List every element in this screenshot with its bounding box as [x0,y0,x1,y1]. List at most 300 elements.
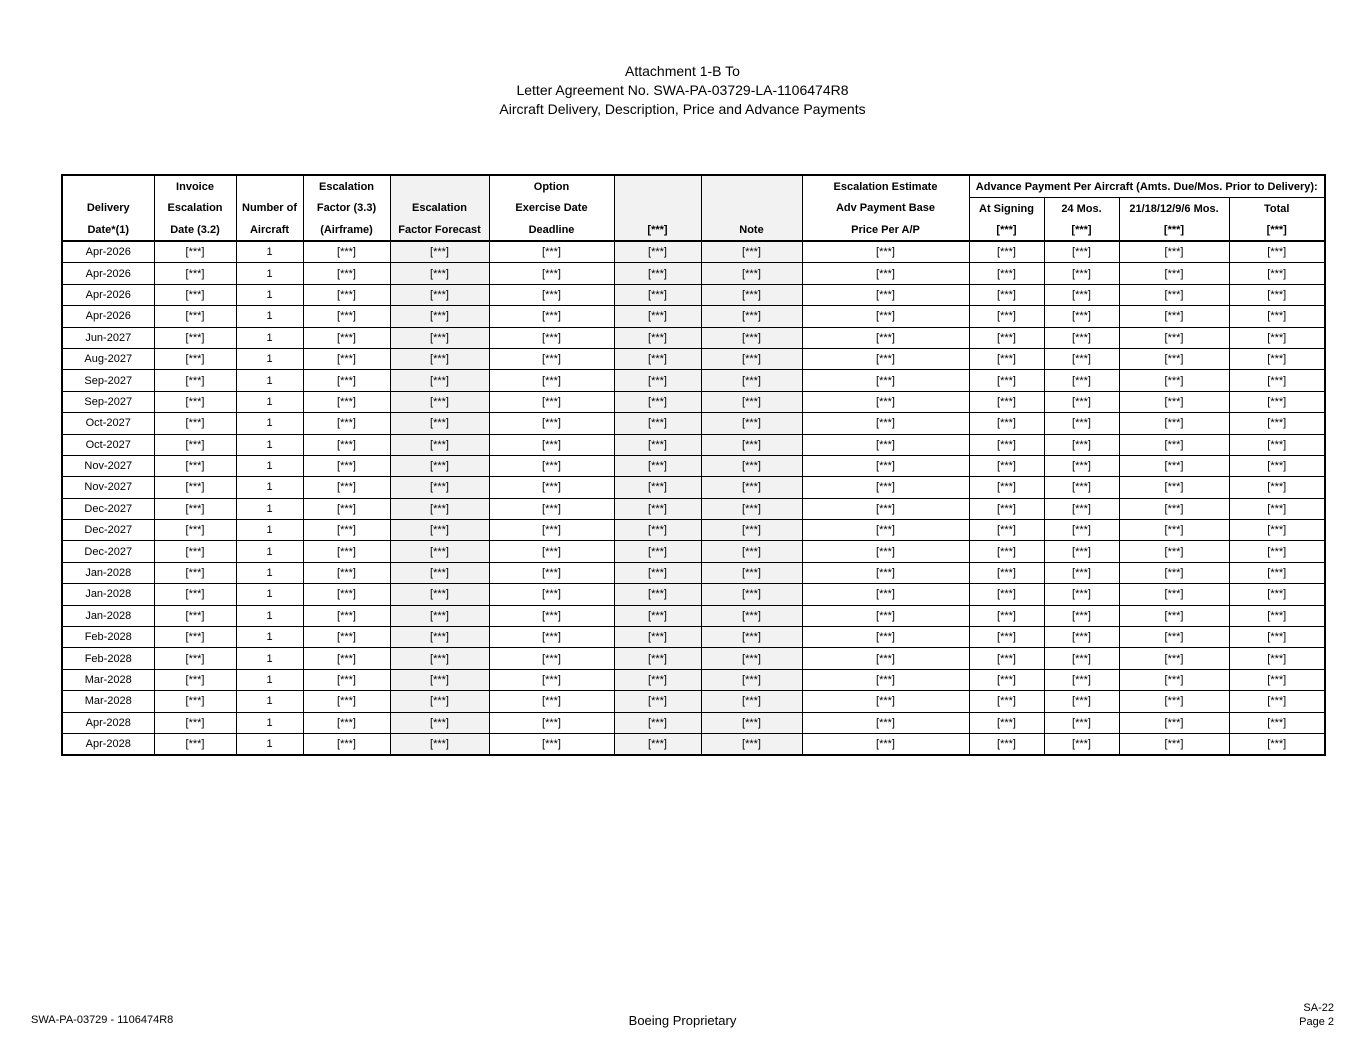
header-21-18-12-9-6-mos-sub: [***] [1119,219,1229,241]
cell-total: [***] [1229,348,1325,369]
cell-delivery-date: Sep-2027 [62,391,154,412]
cell-escalation-factor: [***] [303,241,390,263]
cell-at-signing: [***] [969,455,1044,476]
cell-note: [***] [701,391,802,412]
cell-adv-payment-base-price: [***] [802,712,969,733]
cell-adv-payment-base-price: [***] [802,434,969,455]
cell-escalation-forecast: [***] [390,541,489,562]
cell-invoice-escalation-date: [***] [154,627,236,648]
header-invoice-2: Escalation [154,198,236,220]
cell-escalation-factor: [***] [303,691,390,712]
cell-invoice-escalation-date: [***] [154,455,236,476]
cell-total: [***] [1229,434,1325,455]
cell-at-signing: [***] [969,520,1044,541]
cell-delivery-date: Mar-2028 [62,691,154,712]
cell-number-of-aircraft: 1 [236,284,303,305]
cell-option-deadline: [***] [489,605,614,626]
cell-invoice-escalation-date: [***] [154,498,236,519]
cell-at-signing: [***] [969,434,1044,455]
cell-21-18-12-9-6-mos: [***] [1119,669,1229,690]
cell-total: [***] [1229,327,1325,348]
footer-page-number: Page 2 [1299,1016,1334,1028]
cell-escalation-factor: [***] [303,263,390,284]
cell-24-mos: [***] [1044,605,1119,626]
cell-21-18-12-9-6-mos: [***] [1119,391,1229,412]
cell-delivery-date: Jan-2028 [62,584,154,605]
cell-adv-payment-base-price: [***] [802,627,969,648]
header-total: Total [1229,198,1325,220]
cell-delivery-date: Jan-2028 [62,562,154,583]
cell-escalation-forecast: [***] [390,348,489,369]
table-row [62,584,1325,605]
header-delivery-2: Delivery [86,202,130,215]
cell-escalation-forecast: [***] [390,263,489,284]
cell-at-signing: [***] [969,605,1044,626]
cell-delivery-date: Sep-2027 [62,370,154,391]
header-estimate-3: Price Per A/P [802,219,969,241]
header-delivery-1 [62,175,154,198]
cell-total: [***] [1229,627,1325,648]
cell-adv-payment-base-price: [***] [802,306,969,327]
cell-delivery-date: Feb-2028 [62,648,154,669]
header-total-sub: [***] [1229,219,1325,241]
cell-number-of-aircraft: 1 [236,648,303,669]
cell-delivery-date: Jun-2027 [62,327,154,348]
cell-at-signing: [***] [969,541,1044,562]
cell-redacted: [***] [614,520,701,541]
cell-escalation-forecast: [***] [390,413,489,434]
cell-adv-payment-base-price: [***] [802,455,969,476]
cell-escalation-factor: [***] [303,520,390,541]
cell-total: [***] [1229,691,1325,712]
table-row [62,691,1325,712]
cell-escalation-factor: [***] [303,306,390,327]
cell-21-18-12-9-6-mos: [***] [1119,498,1229,519]
cell-redacted: [***] [614,605,701,626]
cell-delivery-date: Apr-2028 [62,733,154,755]
cell-redacted: [***] [614,434,701,455]
cell-note: [***] [701,370,802,391]
cell-redacted: [***] [614,733,701,755]
cell-option-deadline: [***] [489,370,614,391]
cell-escalation-forecast: [***] [390,627,489,648]
cell-at-signing: [***] [969,284,1044,305]
table-row [62,391,1325,412]
cell-21-18-12-9-6-mos: [***] [1119,562,1229,583]
cell-24-mos: [***] [1044,712,1119,733]
cell-adv-payment-base-price: [***] [802,241,969,263]
table-row [62,733,1325,755]
cell-24-mos: [***] [1044,520,1119,541]
cell-total: [***] [1229,733,1325,755]
cell-escalation-forecast: [***] [390,733,489,755]
letter-agreement-number: Letter Agreement No. SWA-PA-03729-LA-1106474R8 [516,82,849,98]
cell-total: [***] [1229,477,1325,498]
table-row [62,455,1325,476]
table-row [62,605,1325,626]
cell-option-deadline: [***] [489,712,614,733]
cell-total: [***] [1229,391,1325,412]
cell-number-of-aircraft: 1 [236,691,303,712]
cell-24-mos: [***] [1044,627,1119,648]
cell-delivery-date: Oct-2027 [62,413,154,434]
cell-redacted: [***] [614,477,701,498]
cell-escalation-forecast: [***] [390,391,489,412]
cell-delivery-date: Mar-2028 [62,669,154,690]
cell-invoice-escalation-date: [***] [154,263,236,284]
cell-note: [***] [701,498,802,519]
cell-invoice-escalation-date: [***] [154,241,236,263]
cell-escalation-forecast: [***] [390,284,489,305]
cell-at-signing: [***] [969,241,1044,263]
cell-adv-payment-base-price: [***] [802,498,969,519]
cell-adv-payment-base-price: [***] [802,370,969,391]
cell-option-deadline: [***] [489,733,614,755]
cell-option-deadline: [***] [489,348,614,369]
cell-delivery-date: Apr-2028 [62,712,154,733]
cell-escalation-forecast: [***] [390,691,489,712]
cell-option-deadline: [***] [489,691,614,712]
cell-24-mos: [***] [1044,434,1119,455]
table-header [62,175,1325,241]
cell-note: [***] [701,413,802,434]
cell-escalation-forecast: [***] [390,455,489,476]
cell-invoice-escalation-date: [***] [154,327,236,348]
cell-redacted: [***] [614,648,701,669]
table-row [62,370,1325,391]
footer-document-id: SWA-PA-03729 - 1106474R8 [31,1014,174,1026]
header-option-3: Deadline [489,219,614,241]
cell-24-mos: [***] [1044,413,1119,434]
cell-number-of-aircraft: 1 [236,605,303,626]
table-row [62,241,1325,263]
cell-option-deadline: [***] [489,541,614,562]
table-row [62,648,1325,669]
cell-21-18-12-9-6-mos: [***] [1119,306,1229,327]
header-estimate-2: Adv Payment Base [802,198,969,220]
cell-delivery-date: Jan-2028 [62,605,154,626]
cell-redacted: [***] [614,306,701,327]
cell-adv-payment-base-price: [***] [802,477,969,498]
table-row [62,477,1325,498]
table-row [62,348,1325,369]
cell-delivery-date: Nov-2027 [62,477,154,498]
header-estimate-1: Escalation Estimate [802,175,969,198]
cell-escalation-factor: [***] [303,584,390,605]
cell-24-mos: [***] [1044,669,1119,690]
cell-at-signing: [***] [969,477,1044,498]
cell-escalation-factor: [***] [303,413,390,434]
cell-total: [***] [1229,584,1325,605]
cell-number-of-aircraft: 1 [236,627,303,648]
cell-escalation-factor: [***] [303,455,390,476]
cell-number-of-aircraft: 1 [236,241,303,263]
cell-at-signing: [***] [969,413,1044,434]
cell-adv-payment-base-price: [***] [802,391,969,412]
cell-option-deadline: [***] [489,498,614,519]
cell-redacted: [***] [614,584,701,605]
footer-sa-number: SA-22 [1303,1002,1334,1014]
cell-adv-payment-base-price: [***] [802,669,969,690]
cell-24-mos: [***] [1044,562,1119,583]
cell-invoice-escalation-date: [***] [154,669,236,690]
cell-note: [***] [701,605,802,626]
cell-invoice-escalation-date: [***] [154,306,236,327]
cell-redacted: [***] [614,263,701,284]
cell-at-signing: [***] [969,627,1044,648]
cell-24-mos: [***] [1044,477,1119,498]
cell-24-mos: [***] [1044,306,1119,327]
table-row [62,627,1325,648]
cell-at-signing: [***] [969,691,1044,712]
cell-escalation-forecast: [***] [390,327,489,348]
header-delivery-3: Date*(1) [62,219,154,241]
cell-number-of-aircraft: 1 [236,498,303,519]
cell-24-mos: [***] [1044,733,1119,755]
cell-escalation-forecast: [***] [390,520,489,541]
cell-total: [***] [1229,562,1325,583]
cell-escalation-forecast: [***] [390,477,489,498]
cell-21-18-12-9-6-mos: [***] [1119,712,1229,733]
cell-at-signing: [***] [969,648,1044,669]
cell-redacted: [***] [614,284,701,305]
header-escfactor-1: Escalation [303,175,390,198]
footer-proprietary: Boeing Proprietary [628,1013,737,1028]
cell-escalation-factor: [***] [303,498,390,519]
cell-24-mos: [***] [1044,391,1119,412]
cell-adv-payment-base-price: [***] [802,327,969,348]
cell-total: [***] [1229,370,1325,391]
cell-redacted: [***] [614,413,701,434]
cell-option-deadline: [***] [489,455,614,476]
cell-delivery-date: Dec-2027 [62,498,154,519]
cell-note: [***] [701,263,802,284]
cell-escalation-factor: [***] [303,370,390,391]
cell-21-18-12-9-6-mos: [***] [1119,520,1229,541]
cell-option-deadline: [***] [489,520,614,541]
cell-invoice-escalation-date: [***] [154,605,236,626]
cell-delivery-date: Oct-2027 [62,434,154,455]
cell-note: [***] [701,241,802,263]
cell-escalation-forecast: [***] [390,434,489,455]
cell-option-deadline: [***] [489,306,614,327]
cell-option-deadline: [***] [489,627,614,648]
table-row [62,712,1325,733]
table-row [62,263,1325,284]
cell-invoice-escalation-date: [***] [154,712,236,733]
header-note-3: Note [701,219,802,241]
cell-at-signing: [***] [969,263,1044,284]
cell-option-deadline: [***] [489,391,614,412]
cell-redacted: [***] [614,370,701,391]
table-row [62,562,1325,583]
cell-delivery-date: Apr-2026 [62,284,154,305]
cell-escalation-factor: [***] [303,562,390,583]
cell-invoice-escalation-date: [***] [154,391,236,412]
cell-at-signing: [***] [969,348,1044,369]
cell-invoice-escalation-date: [***] [154,562,236,583]
header-24-mos-sub: [***] [1044,219,1119,241]
cell-invoice-escalation-date: [***] [154,520,236,541]
cell-redacted: [***] [614,562,701,583]
cell-option-deadline: [***] [489,413,614,434]
cell-escalation-factor: [***] [303,669,390,690]
cell-option-deadline: [***] [489,241,614,263]
cell-redacted: [***] [614,669,701,690]
cell-escalation-forecast: [***] [390,669,489,690]
cell-total: [***] [1229,541,1325,562]
cell-24-mos: [***] [1044,584,1119,605]
attachment-title: Attachment 1-B To [625,63,740,79]
cell-at-signing: [***] [969,391,1044,412]
cell-21-18-12-9-6-mos: [***] [1119,413,1229,434]
header-note-1 [701,175,802,198]
cell-number-of-aircraft: 1 [236,669,303,690]
cell-at-signing: [***] [969,327,1044,348]
cell-number-of-aircraft: 1 [236,348,303,369]
cell-24-mos: [***] [1044,691,1119,712]
cell-21-18-12-9-6-mos: [***] [1119,284,1229,305]
table-row [62,327,1325,348]
cell-option-deadline: [***] [489,584,614,605]
table-row [62,520,1325,541]
header-option-2: Exercise Date [489,198,614,220]
cell-number-of-aircraft: 1 [236,391,303,412]
cell-adv-payment-base-price: [***] [802,284,969,305]
cell-invoice-escalation-date: [***] [154,370,236,391]
cell-21-18-12-9-6-mos: [***] [1119,584,1229,605]
cell-adv-payment-base-price: [***] [802,733,969,755]
cell-adv-payment-base-price: [***] [802,605,969,626]
cell-at-signing: [***] [969,584,1044,605]
cell-escalation-forecast: [***] [390,584,489,605]
cell-note: [***] [701,348,802,369]
cell-21-18-12-9-6-mos: [***] [1119,348,1229,369]
cell-total: [***] [1229,520,1325,541]
header-number-2: Number of [236,198,303,220]
cell-number-of-aircraft: 1 [236,306,303,327]
cell-at-signing: [***] [969,498,1044,519]
cell-21-18-12-9-6-mos: [***] [1119,605,1229,626]
cell-number-of-aircraft: 1 [236,413,303,434]
cell-note: [***] [701,712,802,733]
cell-21-18-12-9-6-mos: [***] [1119,455,1229,476]
cell-escalation-forecast: [***] [390,712,489,733]
header-escfactor-3: (Airframe) [303,219,390,241]
cell-21-18-12-9-6-mos: [***] [1119,241,1229,263]
header-advance-payment: Advance Payment Per Aircraft (Amts. Due/Mos. Prior to Delivery): [969,175,1325,198]
cell-total: [***] [1229,498,1325,519]
header-redacted-2 [614,198,701,220]
cell-total: [***] [1229,284,1325,305]
cell-invoice-escalation-date: [***] [154,413,236,434]
cell-note: [***] [701,455,802,476]
cell-delivery-date: Apr-2026 [62,241,154,263]
cell-invoice-escalation-date: [***] [154,691,236,712]
cell-total: [***] [1229,605,1325,626]
cell-redacted: [***] [614,691,701,712]
cell-escalation-factor: [***] [303,348,390,369]
cell-note: [***] [701,434,802,455]
header-redacted-1 [614,175,701,198]
cell-at-signing: [***] [969,306,1044,327]
cell-escalation-factor: [***] [303,733,390,755]
table-row [62,541,1325,562]
cell-delivery-date: Aug-2027 [62,348,154,369]
cell-escalation-factor: [***] [303,605,390,626]
table-row [62,498,1325,519]
cell-note: [***] [701,520,802,541]
cell-note: [***] [701,327,802,348]
header-escforecast-2: Escalation [390,198,489,220]
cell-redacted: [***] [614,348,701,369]
cell-total: [***] [1229,263,1325,284]
cell-redacted: [***] [614,627,701,648]
cell-escalation-forecast: [***] [390,648,489,669]
header-number-1 [236,175,303,198]
cell-at-signing: [***] [969,712,1044,733]
cell-at-signing: [***] [969,733,1044,755]
cell-note: [***] [701,691,802,712]
cell-escalation-factor: [***] [303,284,390,305]
cell-redacted: [***] [614,712,701,733]
header-option-1: Option [489,175,614,198]
cell-total: [***] [1229,413,1325,434]
cell-21-18-12-9-6-mos: [***] [1119,327,1229,348]
cell-total: [***] [1229,455,1325,476]
table-row [62,413,1325,434]
cell-at-signing: [***] [969,669,1044,690]
cell-24-mos: [***] [1044,263,1119,284]
header-escforecast-1 [390,175,489,198]
cell-option-deadline: [***] [489,284,614,305]
cell-escalation-factor: [***] [303,327,390,348]
cell-at-signing: [***] [969,370,1044,391]
cell-21-18-12-9-6-mos: [***] [1119,263,1229,284]
cell-escalation-forecast: [***] [390,241,489,263]
cell-21-18-12-9-6-mos: [***] [1119,648,1229,669]
cell-invoice-escalation-date: [***] [154,541,236,562]
cell-21-18-12-9-6-mos: [***] [1119,691,1229,712]
header-invoice-1: Invoice [154,175,236,198]
header-24-mos: 24 Mos. [1044,198,1119,220]
cell-escalation-forecast: [***] [390,370,489,391]
cell-redacted: [***] [614,455,701,476]
cell-adv-payment-base-price: [***] [802,691,969,712]
delivery-table [61,174,1326,756]
footer-page-info [1299,1001,1334,1029]
cell-24-mos: [***] [1044,348,1119,369]
cell-21-18-12-9-6-mos: [***] [1119,434,1229,455]
cell-invoice-escalation-date: [***] [154,648,236,669]
cell-24-mos: [***] [1044,370,1119,391]
cell-24-mos: [***] [1044,541,1119,562]
cell-note: [***] [701,306,802,327]
cell-number-of-aircraft: 1 [236,263,303,284]
cell-24-mos: [***] [1044,241,1119,263]
cell-delivery-date: Feb-2028 [62,627,154,648]
cell-redacted: [***] [614,327,701,348]
cell-delivery-date: Apr-2026 [62,263,154,284]
table-row [62,284,1325,305]
cell-note: [***] [701,562,802,583]
cell-total: [***] [1229,712,1325,733]
cell-21-18-12-9-6-mos: [***] [1119,541,1229,562]
cell-number-of-aircraft: 1 [236,455,303,476]
cell-number-of-aircraft: 1 [236,541,303,562]
cell-adv-payment-base-price: [***] [802,520,969,541]
cell-adv-payment-base-price: [***] [802,348,969,369]
